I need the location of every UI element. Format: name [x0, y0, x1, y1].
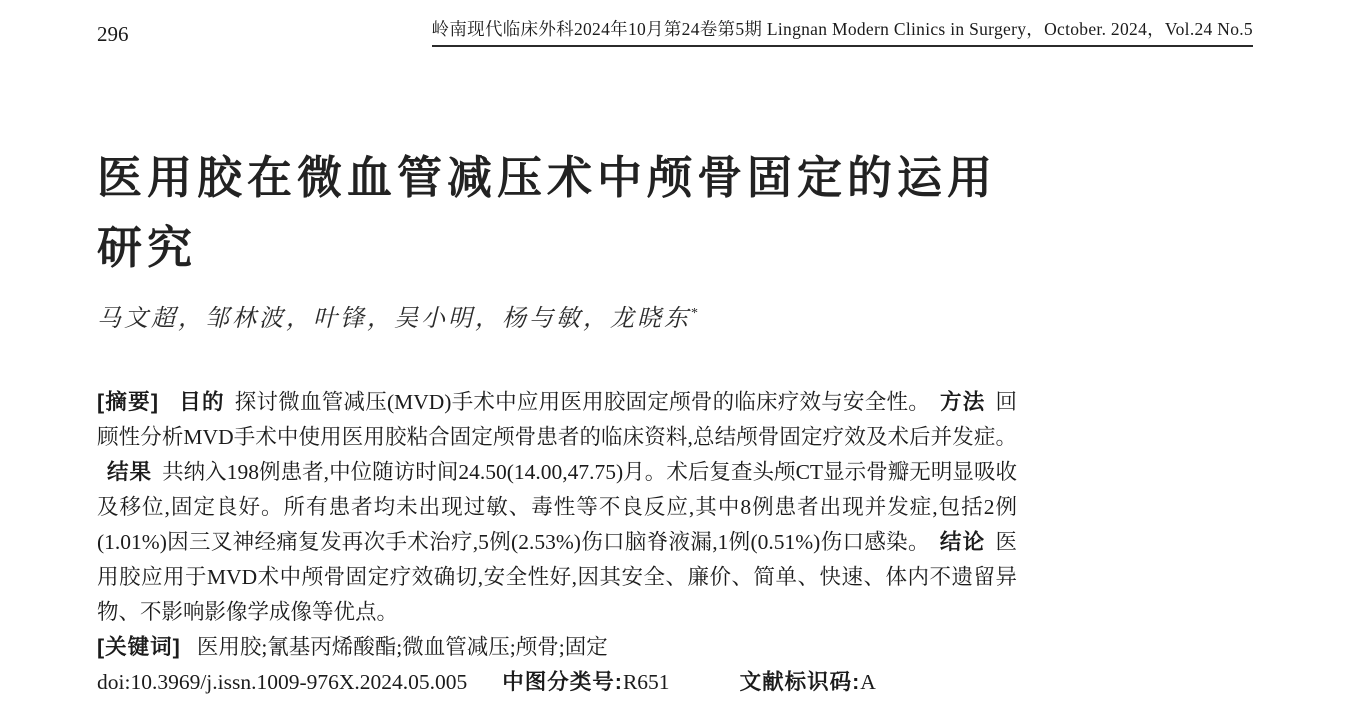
- clc-value: R651: [622, 670, 670, 694]
- page-header: [97, 17, 1253, 47]
- abstract-heading-methods: 方法: [939, 390, 986, 414]
- keywords-line: [97, 630, 1017, 665]
- abstract-heading-conclusion: 结论: [939, 530, 986, 554]
- abstract-label: [摘要]: [97, 390, 160, 414]
- abstract-heading-objective: 目的: [179, 390, 225, 414]
- abstract-paragraph: [97, 385, 1017, 630]
- authors-names: 马文超，邹林波，叶锋，吴小明，杨与敏，龙晓东: [97, 306, 691, 332]
- abstract-text-results: 共纳入198例患者,中位随访时间24.50(14.00,47.75)月。术后复查头颅CT显示骨瓣无明显吸收及移位,固定良好。所有患者均未出现过敏、毒性等不良反应,其中8例患者出现并发症,包括2例(1.01%)因三叉神经痛复发再次手术治疗,5例(2.53%)伤口脑脊液漏,1例(0.51%)伤口感染。: [97, 460, 1017, 554]
- article-title: 医用胶在微血管减压术中颅骨固定的运用研究: [97, 153, 998, 273]
- front-matter: [97, 385, 1017, 700]
- journal-running-header: 岭南现代临床外科2024年10月第24卷第5期 Lingnan Modern Clinics in Surgery，October. 2024，Vol.24 No.5: [432, 17, 1253, 47]
- corresponding-author-marker: *: [691, 306, 701, 321]
- keywords-label: [关键词]: [97, 635, 181, 659]
- document-code-label: 文献标识码:: [739, 670, 861, 694]
- doi-text: doi:10.3969/j.issn.1009-976X.2024.05.005: [97, 670, 468, 694]
- meta-line: [97, 665, 1017, 700]
- document-code-value: A: [860, 670, 876, 694]
- authors-line: [97, 301, 701, 337]
- keywords-text: 医用胶;氰基丙烯酸酯;微血管减压;颅骨;固定: [196, 635, 608, 659]
- page-number: 296: [97, 22, 129, 46]
- abstract-heading-results: 结果: [107, 460, 153, 484]
- abstract-text-objective: 探讨微血管减压(MVD)手术中应用医用胶固定颅骨的临床疗效与安全性。: [234, 390, 930, 414]
- clc-label: 中图分类号:: [502, 670, 623, 694]
- abstract-text-methods: 回顾性分析MVD手术中使用医用胶粘合固定颅骨患者的临床资料,总结颅骨固定疗效及术后并发症。: [97, 390, 1017, 449]
- abstract-text-conclusion: 医用胶应用于MVD术中颅骨固定疗效确切,安全性好,因其安全、廉价、简单、快速、体内不遗留异物、不影响影像学成像等优点。: [97, 530, 1017, 624]
